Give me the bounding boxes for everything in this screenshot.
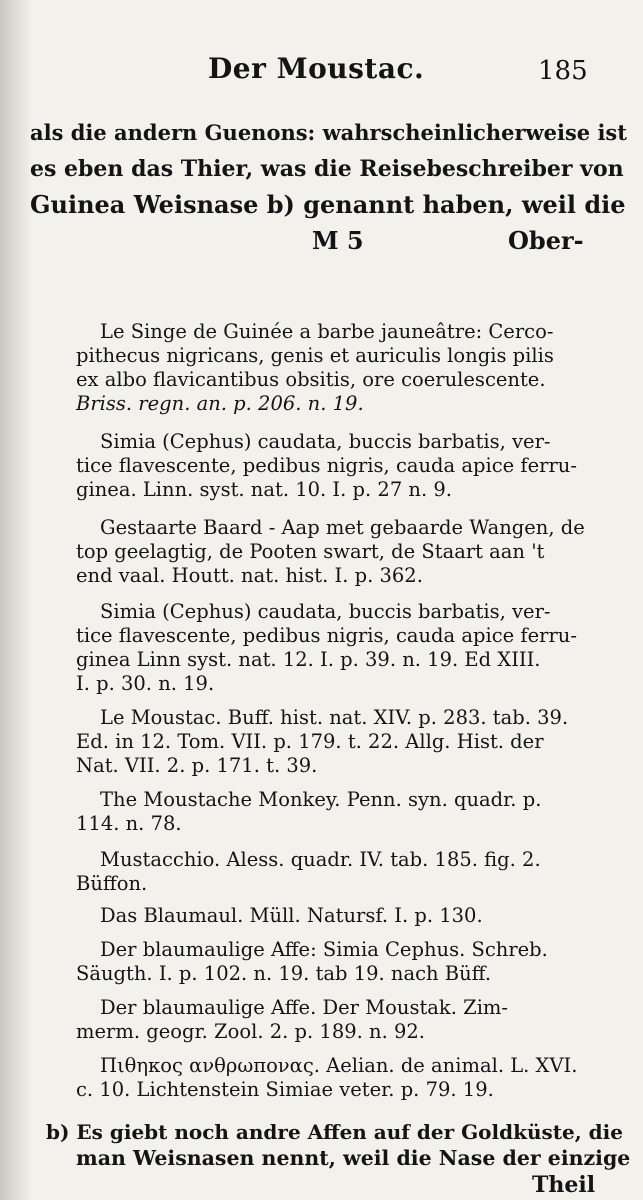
- synonym-line: Briss. regn. an. p. 206. n. 19.: [76, 392, 364, 415]
- footnote-line: b) Es giebt noch andre Affen auf der Goldküste, die: [46, 1120, 623, 1144]
- synonym-line: Nat. VII. 2. p. 171. t. 39.: [76, 754, 318, 777]
- synonym-line: Säugth. I. p. 102. n. 19. tab 19. nach Büff.: [76, 962, 492, 985]
- synonym-line: tice flavescente, pedibus nigris, cauda apice ferru-: [76, 454, 577, 477]
- page-gutter-shadow: [0, 0, 32, 1200]
- synonym-line: I. p. 30. n. 19.: [76, 672, 215, 695]
- synonym-line: merm. geogr. Zool. 2. p. 189. n. 92.: [76, 1020, 425, 1043]
- synonym-line: The Moustache Monkey. Penn. syn. quadr. p.: [100, 788, 542, 811]
- signature-mark: M 5: [312, 226, 364, 255]
- synonym-line: ex albo flavicantibus obsitis, ore coerulescente.: [76, 368, 546, 391]
- synonym-line: Gestaarte Baard - Aap met gebaarde Wangen, de: [100, 516, 585, 539]
- synonym-line: end vaal. Houtt. nat. hist. I. p. 362.: [76, 564, 423, 587]
- synonym-line: Πιθηκος ανθρωπονας. Aelian. de animal. L. XVI.: [100, 1054, 578, 1077]
- synonym-line: tice flavescente, pedibus nigris, cauda apice ferru-: [76, 624, 577, 647]
- synonym-line: Ed. in 12. Tom. VII. p. 179. t. 22. Allg. Hist. der: [76, 730, 544, 753]
- synonym-line: Le Singe de Guinée a barbe jauneâtre: Cerco-: [100, 320, 554, 343]
- synonym-line: ginea Linn syst. nat. 12. I. p. 39. n. 19. Ed XIII.: [76, 648, 541, 671]
- synonym-line: Mustacchio. Aless. quadr. IV. tab. 185. fig. 2.: [100, 848, 541, 871]
- main-text-line: Guinea Weisnase b) genannt haben, weil die: [30, 190, 626, 219]
- catchword: Ober-: [508, 226, 584, 255]
- main-text-line: es eben das Thier, was die Reisebeschreiber von: [30, 156, 624, 182]
- synonym-line: Simia (Cephus) caudata, buccis barbatis, ver-: [100, 430, 551, 453]
- synonym-line: Das Blaumaul. Müll. Natursf. I. p. 130.: [100, 904, 483, 927]
- synonym-line: Simia (Cephus) caudata, buccis barbatis, ver-: [100, 600, 551, 623]
- synonym-line: c. 10. Lichtenstein Simiae veter. p. 79. 19.: [76, 1078, 494, 1101]
- synonym-line: Le Moustac. Buff. hist. nat. XIV. p. 283. tab. 39.: [100, 706, 569, 729]
- running-head-title: Der Moustac.: [208, 52, 425, 85]
- running-head: [0, 52, 643, 92]
- synonym-line: ginea. Linn. syst. nat. 10. I. p. 27 n. 9.: [76, 478, 452, 501]
- footnote-line: Theil: [532, 1172, 596, 1198]
- page-number: 185: [538, 56, 588, 86]
- synonym-line: 114. n. 78.: [76, 812, 182, 835]
- main-text-line: als die andern Guenons: wahrscheinlicherweise ist: [30, 120, 627, 145]
- synonym-line: pithecus nigricans, genis et auriculis longis pilis: [76, 344, 554, 367]
- synonym-line: Der blaumaulige Affe: Simia Cephus. Schreb.: [100, 938, 548, 961]
- synonym-line: top geelagtig, de Pooten swart, de Staart aan 't: [76, 540, 545, 563]
- synonym-line: Büffon.: [76, 872, 148, 895]
- synonym-line: Der blaumaulige Affe. Der Moustak. Zim-: [100, 996, 509, 1019]
- footnote-line: man Weisnasen nennt, weil die Nase der einzige: [76, 1146, 631, 1170]
